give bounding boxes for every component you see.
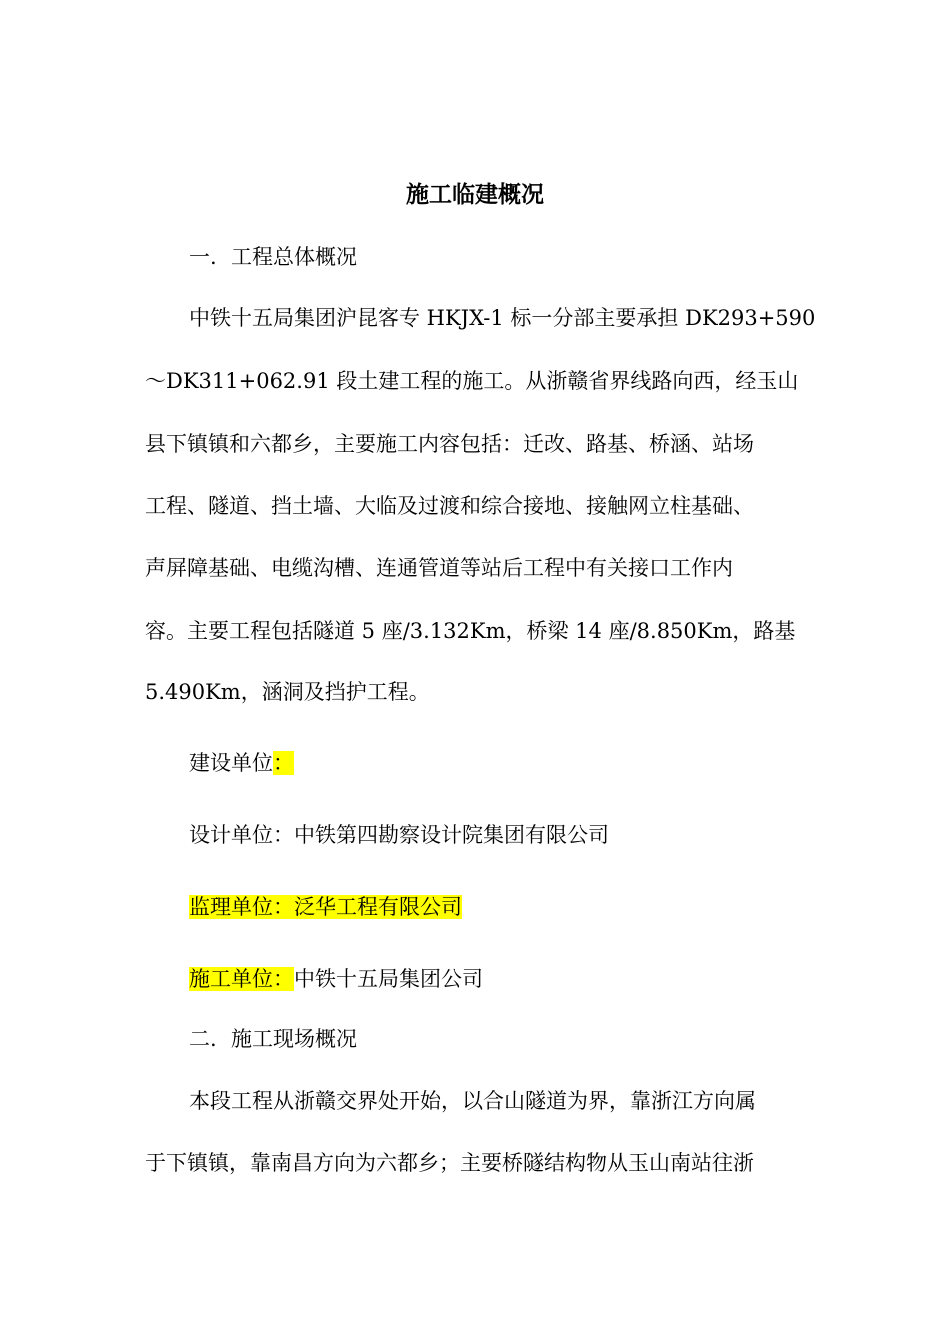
paragraph-line: 县下镇镇和六都乡，主要施工内容包括：迁改、路基、桥涵、站场 xyxy=(145,432,754,456)
section-number: 二. xyxy=(189,1027,217,1051)
design-unit-value: 中铁第四勘察设计院集团有限公司 xyxy=(294,823,609,847)
builder-unit-value: 中铁十五局集团公司 xyxy=(294,967,483,991)
builder-unit-label: 施工单位： xyxy=(189,967,294,991)
paragraph-line: 容。主要工程包括隧道 5 座/3.132Km，桥梁 14 座/8.850Km，路基 xyxy=(145,619,796,643)
supervision-unit-label: 监理单位： xyxy=(189,895,294,919)
paragraph-line: 5.490Km，涵洞及挡护工程。 xyxy=(145,680,430,704)
paragraph-line: 中铁十五局集团沪昆客专 HKJX-1 标一分部主要承担 DK293+590 xyxy=(189,306,816,330)
paragraph-line: ～DK311+062.91 段土建工程的施工。从浙赣省界线路向西，经玉山 xyxy=(145,369,799,393)
paragraph-line: 于下镇镇，靠南昌方向为六都乡；主要桥隧结构物从玉山南站往浙 xyxy=(145,1151,754,1175)
document-title: 施工临建概况 xyxy=(406,182,544,208)
section-heading-2 xyxy=(189,1024,849,1054)
paragraph-line: 声屏障基础、电缆沟槽、连通管道等站后工程中有关接口工作内 xyxy=(145,556,733,580)
design-unit-label: 设计单位： xyxy=(189,823,294,847)
builder-unit-line xyxy=(189,964,849,994)
design-unit-line xyxy=(189,820,849,850)
section-heading-1 xyxy=(189,242,849,272)
construction-unit-colon: ： xyxy=(273,751,294,775)
construction-unit-line xyxy=(189,748,849,778)
supervision-unit-value: 泛华工程有限公司 xyxy=(294,895,462,919)
construction-unit-label: 建设单位 xyxy=(189,751,273,775)
section-title: 工程总体概况 xyxy=(231,245,357,269)
supervision-unit-line xyxy=(189,892,849,922)
paragraph-line: 工程、隧道、挡土墙、大临及过渡和综合接地、接触网立柱基础、 xyxy=(145,494,754,518)
paragraph-line: 本段工程从浙赣交界处开始，以合山隧道为界，靠浙江方向属 xyxy=(189,1089,756,1113)
section-number: 一. xyxy=(189,245,217,269)
section-title: 施工现场概况 xyxy=(231,1027,357,1051)
